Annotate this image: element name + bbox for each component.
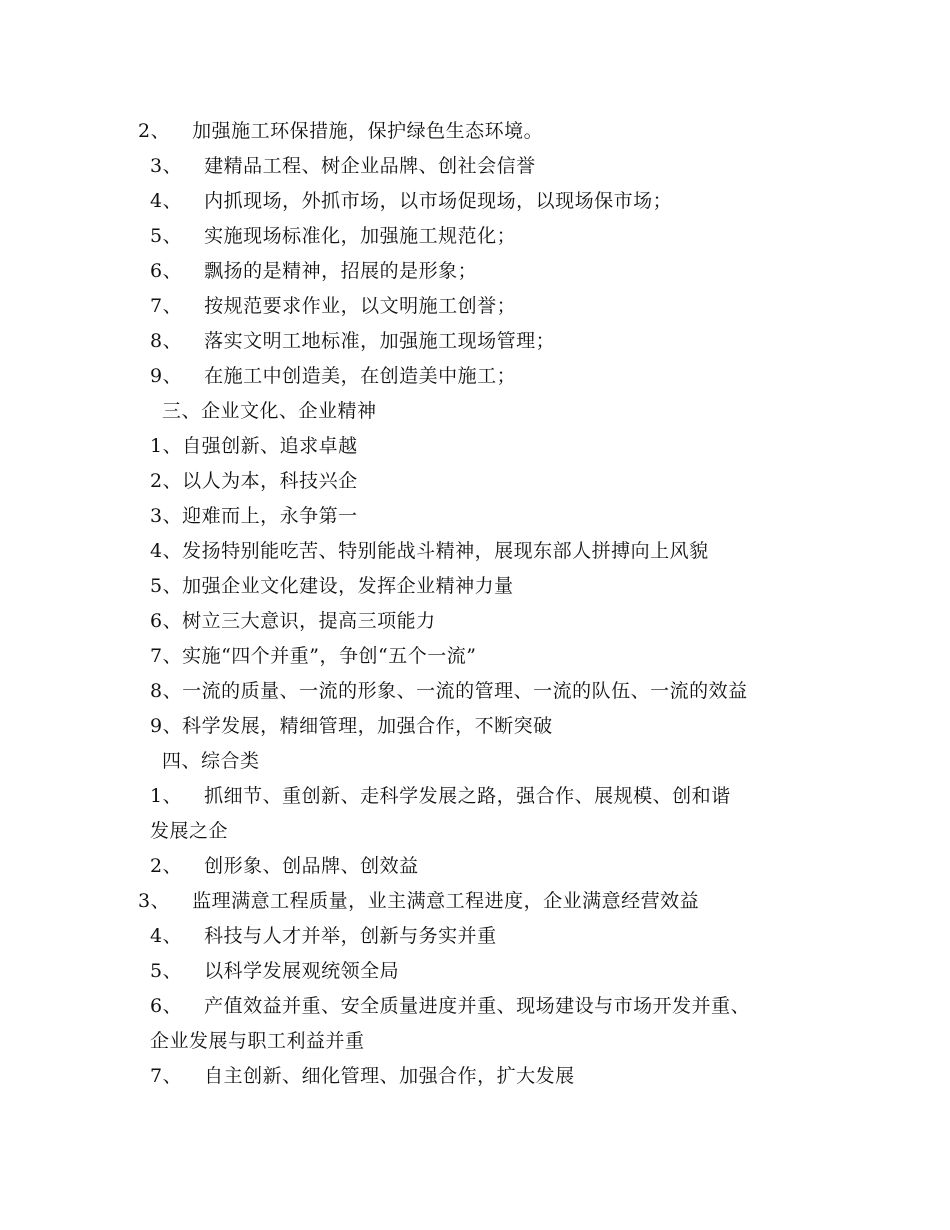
item-number: 3、 [150, 505, 183, 527]
item-number: 8、 [150, 680, 183, 702]
item-text: 以人为本，科技兴企 [182, 470, 358, 492]
list-item [150, 993, 750, 1019]
item-number: 1、 [150, 785, 183, 807]
item-number: 4、 [150, 540, 183, 562]
list-item [150, 503, 358, 529]
list-item [150, 293, 516, 319]
list-item [150, 433, 358, 459]
list-item [150, 328, 555, 354]
item-text: 科技与人才并举，创新与务实并重 [204, 925, 497, 947]
list-item [150, 223, 516, 249]
list-item [150, 188, 672, 214]
item-number: 9、 [150, 715, 183, 737]
item-text: 自强创新、追求卓越 [182, 435, 358, 457]
item-number: 5、 [150, 575, 183, 597]
item-text: 实施现场标准化，加强施工规范化； [204, 225, 517, 247]
item-text: 树立三大意识，提高三项能力 [182, 610, 436, 632]
item-number: 2、 [150, 855, 183, 877]
item-number: 5、 [150, 960, 183, 982]
item-number: 8、 [150, 330, 183, 352]
item-text: 一流的质量、一流的形象、一流的管理、一流的队伍、一流的效益 [182, 680, 748, 702]
item-text: 创形象、创品牌、创效益 [204, 855, 419, 877]
item-number: 2、 [138, 120, 171, 142]
item-number: 3、 [150, 155, 183, 177]
item-number: 5、 [150, 225, 183, 247]
item-number: 9、 [150, 365, 183, 387]
list-item [150, 643, 476, 669]
item-text: 内抓现场，外抓市场，以市场促现场，以现场保市场； [204, 190, 673, 212]
list-item [150, 608, 436, 634]
item-text: 落实文明工地标准，加强施工现场管理； [204, 330, 556, 352]
item-text: 建精品工程、树企业品牌、创社会信誉 [204, 155, 536, 177]
list-item [150, 678, 748, 704]
item-text: 在施工中创造美，在创造美中施工； [204, 365, 517, 387]
item-text: 产值效益并重、安全质量进度并重、现场建设与市场开发并重、 [204, 995, 751, 1017]
section-heading: 三、企业文化、企业精神 [162, 400, 377, 422]
item-text: 飘扬的是精神，招展的是形象； [204, 260, 478, 282]
section-heading: 四、综合类 [162, 750, 260, 772]
item-text: 监理满意工程质量，业主满意工程进度，企业满意经营效益 [192, 890, 700, 912]
item-text: 发扬特别能吃苦、特别能战斗精神，展现东部人拼搏向上风貌 [182, 540, 709, 562]
item-number: 4、 [150, 925, 183, 947]
item-number: 6、 [150, 995, 183, 1017]
list-item [150, 363, 516, 389]
item-number: 7、 [150, 645, 183, 667]
list-item [150, 783, 731, 809]
item-text: 以科学发展观统领全局 [204, 960, 400, 982]
list-item-continuation: 企业发展与职工利益并重 [150, 1030, 365, 1052]
list-item [150, 468, 358, 494]
item-text: 科学发展，精细管理，加强合作，不断突破 [182, 715, 553, 737]
item-text: 加强企业文化建设，发挥企业精神力量 [182, 575, 514, 597]
item-number: 2、 [150, 470, 183, 492]
item-text: 迎难而上，永争第一 [182, 505, 358, 527]
list-item [138, 118, 543, 144]
item-text: 抓细节、重创新、走科学发展之路，强合作、展规模、创和谐 [204, 785, 731, 807]
item-text: 实施“四个并重”，争创“五个一流” [182, 645, 477, 667]
item-number: 4、 [150, 190, 183, 212]
item-number: 7、 [150, 295, 183, 317]
list-item [150, 923, 497, 949]
item-number: 1、 [150, 435, 183, 457]
list-item [150, 258, 477, 284]
list-item [150, 573, 514, 599]
item-text: 按规范要求作业，以文明施工创誉； [204, 295, 517, 317]
list-item [150, 713, 553, 739]
item-text: 加强施工环保措施，保护绿色生态环境。 [192, 120, 544, 142]
item-number: 6、 [150, 610, 183, 632]
item-number: 6、 [150, 260, 183, 282]
item-number: 3、 [138, 890, 171, 912]
list-item [138, 888, 699, 914]
item-text: 自主创新、细化管理、加强合作，扩大发展 [204, 1065, 575, 1087]
list-item [150, 853, 419, 879]
list-item [150, 538, 709, 564]
item-number: 7、 [150, 1065, 183, 1087]
list-item [150, 958, 399, 984]
list-item-continuation: 发展之企 [150, 820, 229, 842]
list-item [150, 153, 536, 179]
list-item [150, 1063, 575, 1089]
